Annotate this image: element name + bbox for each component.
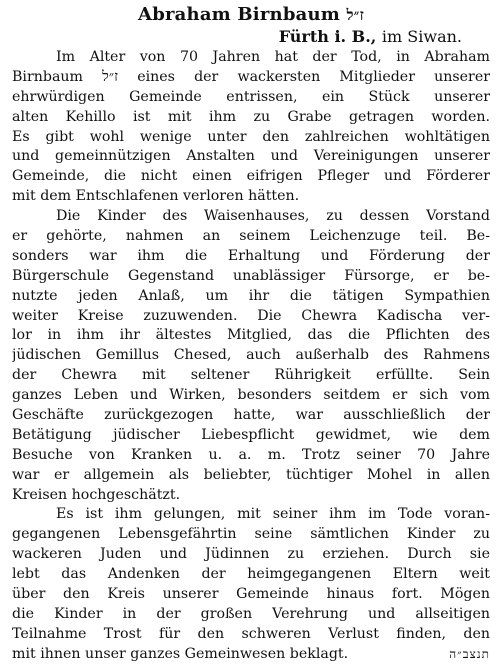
dateline-date: im Siwan. (381, 27, 462, 46)
text-line: Bürgerschule Gegenstand unablässiger Fürsorge, er be- (12, 267, 490, 284)
text-line: Geschäfte zurückgezogen hatte, war ausschließlich der (12, 407, 490, 424)
text-line: Teilnahme Trost für den schweren Verlust finden, den (12, 625, 490, 642)
text-line: Betätigung jüdischer Liebespflicht gewidmet, wie dem (12, 426, 490, 443)
text-line: jüdischen Gemillus Chesed, auch außerhalb des Rahmens (12, 347, 490, 364)
paragraph-3 (12, 505, 490, 664)
title-name: Abraham Birnbaum (138, 4, 340, 25)
text-line: Gemeinde, die nicht einen eifrigen Pfleger und Förderer (12, 168, 490, 185)
hebrew-closing-signature: תנצב״ה (449, 646, 490, 661)
dateline (12, 26, 490, 48)
text-line: mit dem Entschlafenen verloren hätten. (12, 188, 300, 205)
text-line: Birnbaum ז״ל eines der wackersten Mitglieder unserer (12, 68, 490, 85)
text-line: Kreisen hochgeschätzt. (12, 486, 181, 503)
paragraph-2 (12, 207, 490, 505)
text-line: ehrwürdigen Gemeinde entrissen, ein Stück unserer (12, 88, 490, 105)
article-body (12, 48, 490, 665)
text-line-content: mit ihnen unser ganzes Gemeinwesen beklagt. (12, 645, 349, 662)
text-line: alten Kehillo ist mit ihm zu Grabe getragen worden. (12, 108, 490, 125)
text-line: Im Alter von 70 Jahren hat der Tod, in Abraham (56, 49, 490, 65)
text-line: nutzte jeden Anlaß, um ihr die tätigen Sympathien (12, 287, 490, 304)
text-line: wackeren Juden und Jüdinnen zu erziehen. Durch sie (12, 546, 490, 563)
text-line: und gemeinnützigen Anstalten und Vereinigungen unserer (12, 148, 490, 165)
text-line (12, 645, 490, 665)
text-line: er gehörte, nahmen an seinem Leichenzuge teil. Be- (12, 228, 490, 245)
text-line: weiter Kreise zuzuwenden. Die Chewra Kadischa ver- (12, 307, 490, 324)
text-line: lebt das Andenken der heimgegangenen Eltern weit (12, 566, 490, 583)
text-line: Besuche von Kranken u. a. m. Trotz seiner 70 Jahre (12, 446, 490, 463)
title-hebrew-honorific: ז״ל (346, 6, 364, 24)
text-line: Die Kinder des Waisenhauses, zu dessen Vorstand (56, 208, 490, 225)
paragraph-1 (12, 48, 490, 207)
text-line: Es ist ihm gelungen, mit seiner ihm im Tode voran- (56, 506, 490, 523)
dateline-place: Fürth i. B., (278, 27, 377, 46)
text-line: sonders war ihm die Erhaltung und Förderung der (12, 247, 490, 264)
text-line: Es gibt wohl wenige unter den zahlreichen wohltätigen (12, 128, 490, 145)
text-line: der Chewra mit seltener Rührigkeit erfüllte. Sein (12, 367, 490, 384)
text-line: über den Kreis unserer Gemeinde hinaus fort. Mögen (12, 586, 490, 603)
text-line: die Kinder in der großen Verehrung und allseitigen (12, 605, 490, 622)
text-line: lor in ihm ihr ältestes Mitglied, das die Pflichten des (12, 327, 490, 344)
text-line: war er allgemein als beliebter, tüchtiger Mohel in allen (12, 466, 490, 483)
text-line: gegangenen Lebensgefährtin seine sämtlichen Kinder zu (12, 526, 490, 543)
text-line: ganzes Leben und Wirken, besonders seitdem er sich vom (12, 387, 490, 404)
obituary-title (12, 4, 490, 26)
